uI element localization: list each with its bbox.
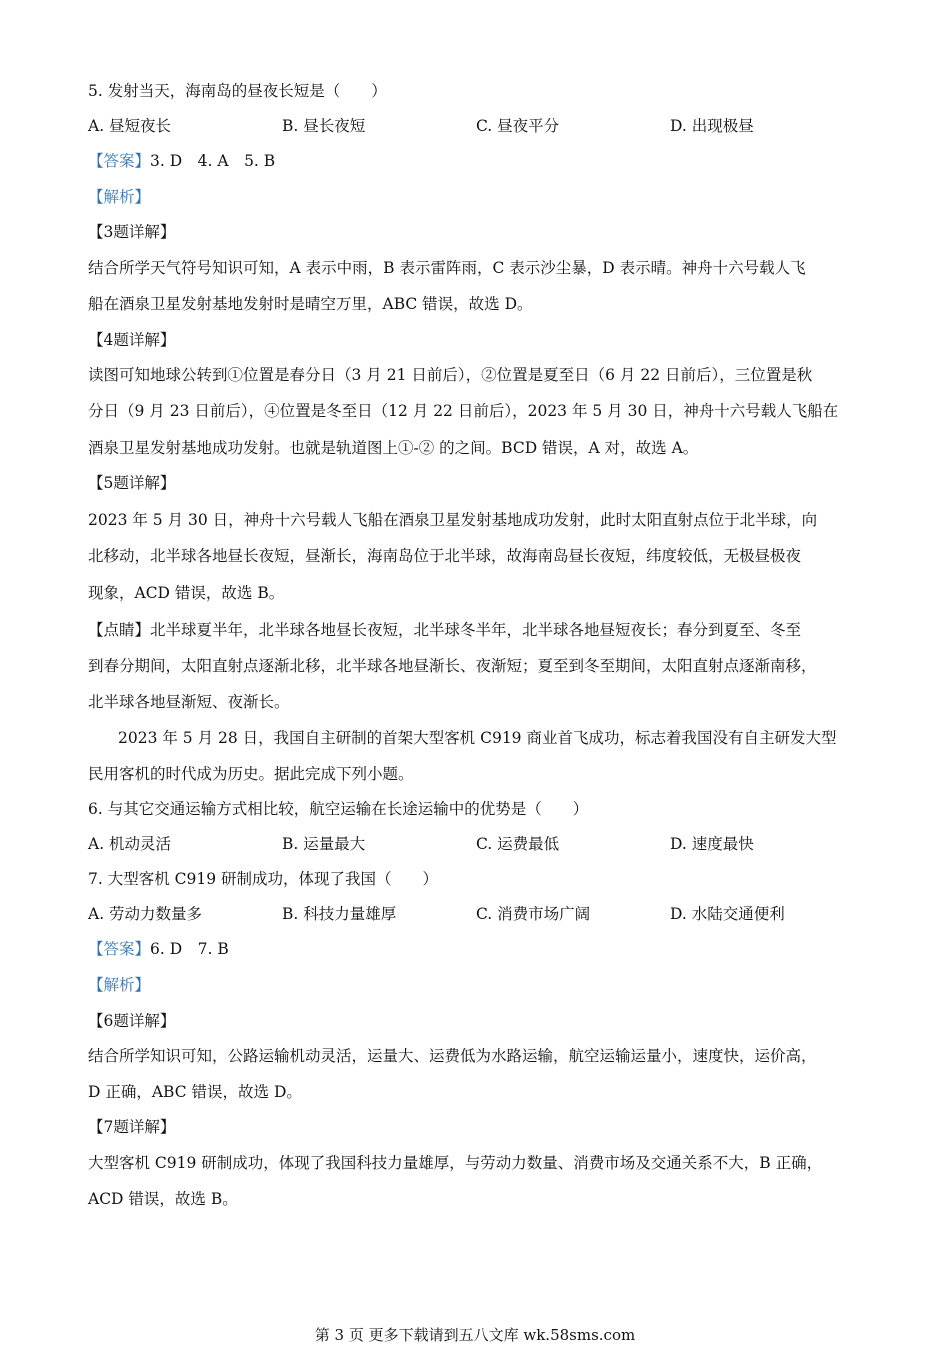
detail-5-line: 现象，ACD 错误，故选 B。 [88,584,285,602]
question-7-option-d: D. 水陆交通便利 [670,905,785,923]
tip-line: 到春分期间，太阳直射点逐渐北移，北半球各地昼渐长、夜渐短；夏至到冬至期间，太阳直射点逐渐南移， [88,657,817,675]
detail-5-heading: 【5题详解】 [88,474,176,492]
answer-block-1 [88,151,275,171]
detail-3-line: 船在酒泉卫星发射基地发射时是晴空万里，ABC 错误，故选 D。 [88,295,533,313]
tip-line [88,620,801,640]
answer-label: 【答案】 [88,940,151,958]
question-5-stem: 5. 发射当天，海南岛的昼夜长短是（ ） [88,82,387,100]
answer-label: 【答案】 [88,152,151,170]
question-5-option-a: A. 昼短夜长 [88,117,172,135]
question-6-option-b: B. 运量最大 [282,835,366,853]
detail-6-heading: 【6题详解】 [88,1012,176,1030]
detail-3-line: 结合所学天气符号知识可知，A 表示中雨，B 表示雷阵雨，C 表示沙尘暴，D 表示晴。神舟十六号载人飞 [88,259,806,277]
passage-line: 2023 年 5 月 28 日，我国自主研制的首架大型客机 C919 商业首飞成功，标志着我国没有自主研发大型 [118,729,837,747]
detail-7-line: ACD 错误，故选 B。 [88,1190,238,1208]
analysis-label: 【解析】 [88,188,151,206]
analysis-label: 【解析】 [88,976,151,994]
question-6-option-a: A. 机动灵活 [88,835,172,853]
detail-6-line: D 正确，ABC 错误，故选 D。 [88,1083,302,1101]
detail-7-line: 大型客机 C919 研制成功，体现了我国科技力量雄厚，与劳动力数量、消费市场及交通关系不大，B 正确， [88,1154,823,1172]
question-6-option-d: D. 速度最快 [670,835,754,853]
answer-block-2 [88,939,229,959]
question-7-stem: 7. 大型客机 C919 研制成功，体现了我国（ ） [88,870,439,888]
tip-heading: 【点睛】 [88,621,151,639]
question-7-option-c: C. 消费市场广阔 [476,905,591,923]
detail-7-heading: 【7题详解】 [88,1118,176,1136]
detail-5-line: 2023 年 5 月 30 日，神舟十六号载人飞船在酒泉卫星发射基地成功发射，此时太阳直射点位于北半球，向 [88,511,818,529]
detail-4-line: 分日（9 月 23 日前后），④位置是冬至日（12 月 22 日前后），2023 年 5 月 30 日，神舟十六号载人飞船在 [88,402,839,420]
question-6-option-c: C. 运费最低 [476,835,560,853]
answer-text: 6. D 7. B [150,940,229,958]
question-5-option-d: D. 出现极昼 [670,117,754,135]
page-footer: 第 3 页 更多下载请到五八文库 wk.58sms.com [314,1326,636,1344]
question-7-option-a: A. 劳动力数量多 [88,905,203,923]
question-7-option-b: B. 科技力量雄厚 [282,905,397,923]
detail-4-line: 酒泉卫星发射基地成功发射。也就是轨道图上①-② 的之间。BCD 错误，A 对，故选 A。 [88,439,699,457]
answer-text: 3. D 4. A 5. B [150,152,276,170]
detail-3-heading: 【3题详解】 [88,223,176,241]
detail-5-line: 北移动，北半球各地昼长夜短，昼渐长，海南岛位于北半球，故海南岛昼长夜短，纬度较低，无极昼极夜 [88,547,802,565]
detail-4-heading: 【4题详解】 [88,331,176,349]
question-6-stem: 6. 与其它交通运输方式相比较，航空运输在长途运输中的优势是（ ） [88,800,589,818]
detail-6-line: 结合所学知识可知，公路运输机动灵活，运量大、运费低为水路运输，航空运输运量小，速度快，运价高， [88,1047,817,1065]
question-5-option-b: B. 昼长夜短 [282,117,366,135]
tip-line: 北半球各地昼渐短、夜渐长。 [88,693,290,711]
question-5-option-c: C. 昼夜平分 [476,117,560,135]
passage-line: 民用客机的时代成为历史。据此完成下列小题。 [88,765,414,783]
tip-text: 北半球夏半年，北半球各地昼长夜短，北半球冬半年，北半球各地昼短夜长；春分到夏至、冬至 [150,621,802,639]
detail-4-line: 读图可知地球公转到①位置是春分日（3 月 21 日前后），②位置是夏至日（6 月 22 日前后），三位置是秋 [88,366,813,384]
